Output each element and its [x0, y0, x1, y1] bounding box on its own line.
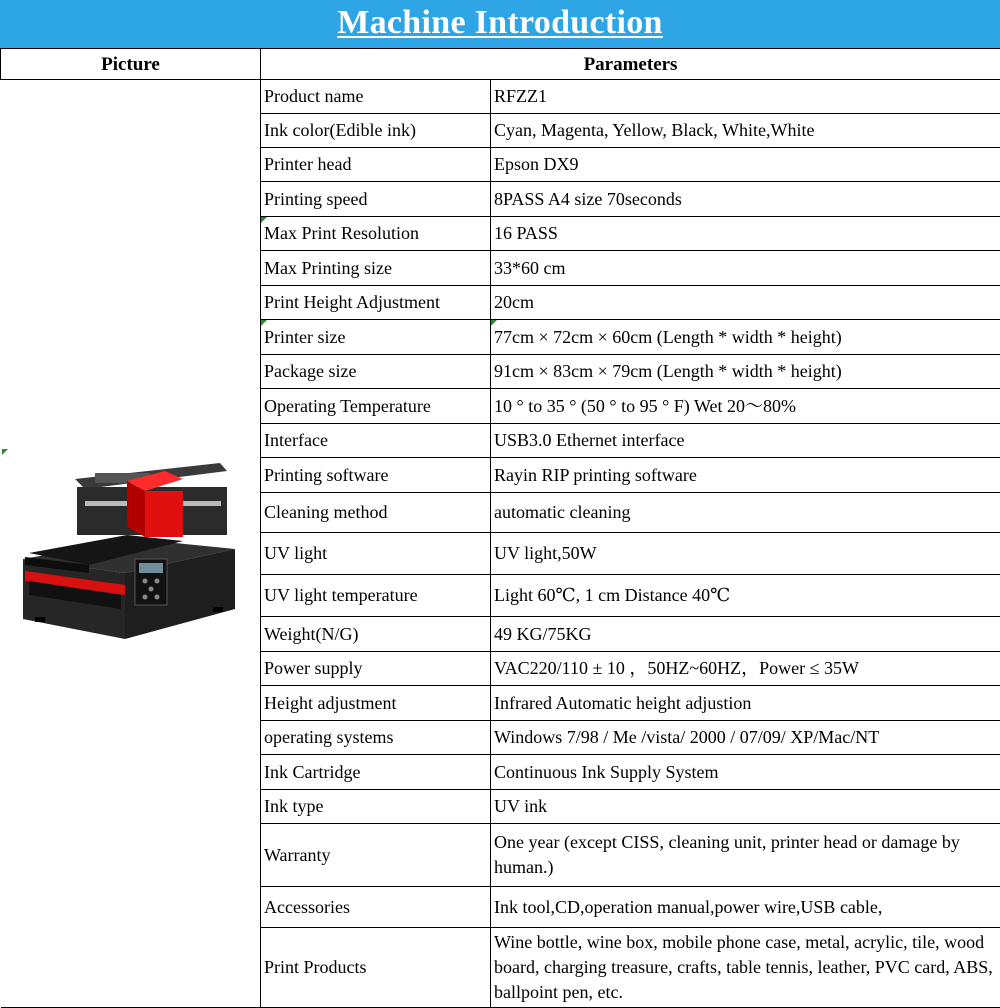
param-value: Light 60℃, 1 cm Distance 40℃: [491, 575, 1000, 617]
param-value: VAC220/110 ± 10 ，50HZ~60HZ，Power ≤ 35W: [491, 652, 1000, 686]
param-value: [491, 320, 1000, 355]
param-value: UV light,50W: [491, 533, 1000, 575]
page-title: Machine Introduction: [337, 4, 663, 42]
cell-comment-marker: [261, 217, 267, 223]
param-label: Power supply: [261, 652, 491, 686]
param-label: Printing software: [261, 458, 491, 493]
cell-comment-marker: [491, 320, 497, 326]
picture-column-header: Picture: [1, 49, 261, 80]
param-value: Windows 7/98 / Me /vista/ 2000 / 07/09/ XP/Mac/NT: [491, 721, 1000, 755]
table-header-row: [1, 49, 1000, 80]
picture-cell: [1, 80, 261, 1008]
param-value: 16 PASS: [491, 217, 1000, 251]
param-value: 91cm × 83cm × 79cm (Length * width * height): [491, 355, 1000, 389]
param-value: 33*60 cm: [491, 251, 1000, 286]
param-value: Rayin RIP printing software: [491, 458, 1000, 493]
param-label: Ink type: [261, 790, 491, 824]
printer-image: [15, 449, 245, 639]
param-value: Continuous Ink Supply System: [491, 755, 1000, 790]
param-label: Height adjustment: [261, 686, 491, 721]
param-label: Cleaning method: [261, 493, 491, 533]
param-value: Epson DX9: [491, 148, 1000, 182]
parameters-column-header: Parameters: [261, 49, 1000, 80]
param-label: UV light: [261, 533, 491, 575]
param-label: Ink color(Edible ink): [261, 114, 491, 148]
param-label: Ink Cartridge: [261, 755, 491, 790]
cell-comment-marker: [2, 449, 8, 455]
param-label: [261, 217, 491, 251]
table-row: [1, 80, 1000, 114]
param-label: Printing speed: [261, 182, 491, 217]
header-banner: [0, 0, 1000, 48]
param-label: Max Printing size: [261, 251, 491, 286]
param-value: automatic cleaning: [491, 493, 1000, 533]
param-value: 8PASS A4 size 70seconds: [491, 182, 1000, 217]
picture-wrap: [1, 449, 260, 639]
param-label-text: Max Print Resolution: [264, 223, 419, 243]
param-value: Infrared Automatic height adjustion: [491, 686, 1000, 721]
param-label: [261, 320, 491, 355]
param-value-text: 77cm × 72cm × 60cm (Length * width * height): [494, 327, 842, 347]
spec-table: [0, 48, 1000, 1008]
param-value: Cyan, Magenta, Yellow, Black, White,White: [491, 114, 1000, 148]
param-label: Printer head: [261, 148, 491, 182]
param-value: 20cm: [491, 286, 1000, 320]
param-label: Warranty: [261, 824, 491, 887]
param-label: Print Products: [261, 928, 491, 1008]
param-value: One year (except CISS, cleaning unit, printer head or damage by human.): [491, 824, 1000, 887]
param-value: 49 KG/75KG: [491, 617, 1000, 652]
param-label: Accessories: [261, 887, 491, 928]
param-label: operating systems: [261, 721, 491, 755]
param-label: UV light temperature: [261, 575, 491, 617]
param-value: RFZZ1: [491, 80, 1000, 114]
param-label: Product name: [261, 80, 491, 114]
param-value: UV ink: [491, 790, 1000, 824]
param-value: USB3.0 Ethernet interface: [491, 424, 1000, 458]
param-label: Print Height Adjustment: [261, 286, 491, 320]
cell-comment-marker: [261, 320, 267, 326]
param-value: Ink tool,CD,operation manual,power wire,USB cable,: [491, 887, 1000, 928]
param-label: Weight(N/G): [261, 617, 491, 652]
param-value: 10 ° to 35 ° (50 ° to 95 ° F) Wet 20～80%: [491, 389, 1000, 424]
param-label: Package size: [261, 355, 491, 389]
param-label-text: Printer size: [264, 327, 345, 347]
param-value: Wine bottle, wine box, mobile phone case, metal, acrylic, tile, wood board, charging treasure, crafts, table tennis, leather, PVC card, ABS, ballpoint pen, etc.: [491, 928, 1000, 1008]
param-label: Operating Temperature: [261, 389, 491, 424]
param-label: Interface: [261, 424, 491, 458]
